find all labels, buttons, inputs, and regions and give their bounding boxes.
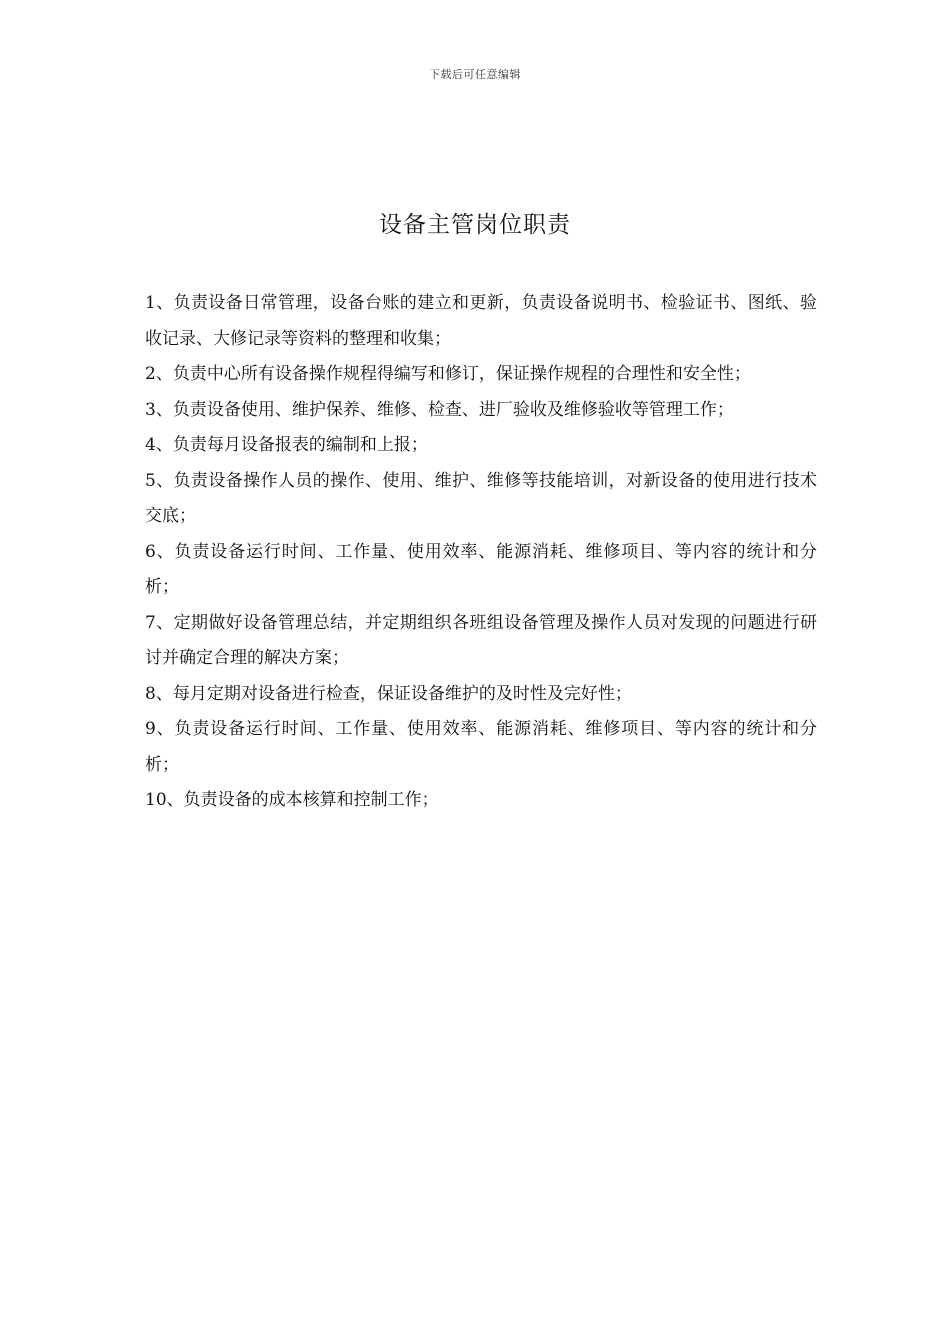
duty-item-7: 7、定期做好设备管理总结，并定期组织各班组设备管理及操作人员对发现的问题进行研讨并确定合理的解决方案； [145,612,817,668]
duty-item-4: 4、负责每月设备报表的编制和上报； [145,435,428,455]
duty-item-3: 3、负责设备使用、维护保养、维修、检查、进厂验收及维修验收等管理工作； [145,399,734,420]
duty-item-6: 6、负责设备运行时间、工作量、使用效率、能源消耗、维修项目、等内容的统计和分析； [145,541,817,597]
duty-item-9: 9、负责设备运行时间、工作量、使用效率、能源消耗、维修项目、等内容的统计和分析； [145,719,817,775]
duty-item-5: 5、负责设备操作人员的操作、使用、维护、维修等技能培训，对新设备的使用进行技术交底； [145,470,817,526]
duty-item-2: 2、负责中心所有设备操作规程得编写和修订，保证操作规程的合理性和安全性； [145,364,751,384]
header-note: 下载后可任意编辑 [429,68,521,81]
page-title: 设备主管岗位职责 [379,212,571,238]
duty-item-1: 1、负责设备日常管理，设备台账的建立和更新，负责设备说明书、检验证书、图纸、验收记录、大修记录等资料的整理和收集； [145,293,817,349]
duty-item-8: 8、每月定期对设备进行检查，保证设备维护的及时性及完好性； [145,683,632,704]
duty-item-10: 10、负责设备的成本核算和控制工作； [145,790,439,810]
duties-list [145,286,817,819]
